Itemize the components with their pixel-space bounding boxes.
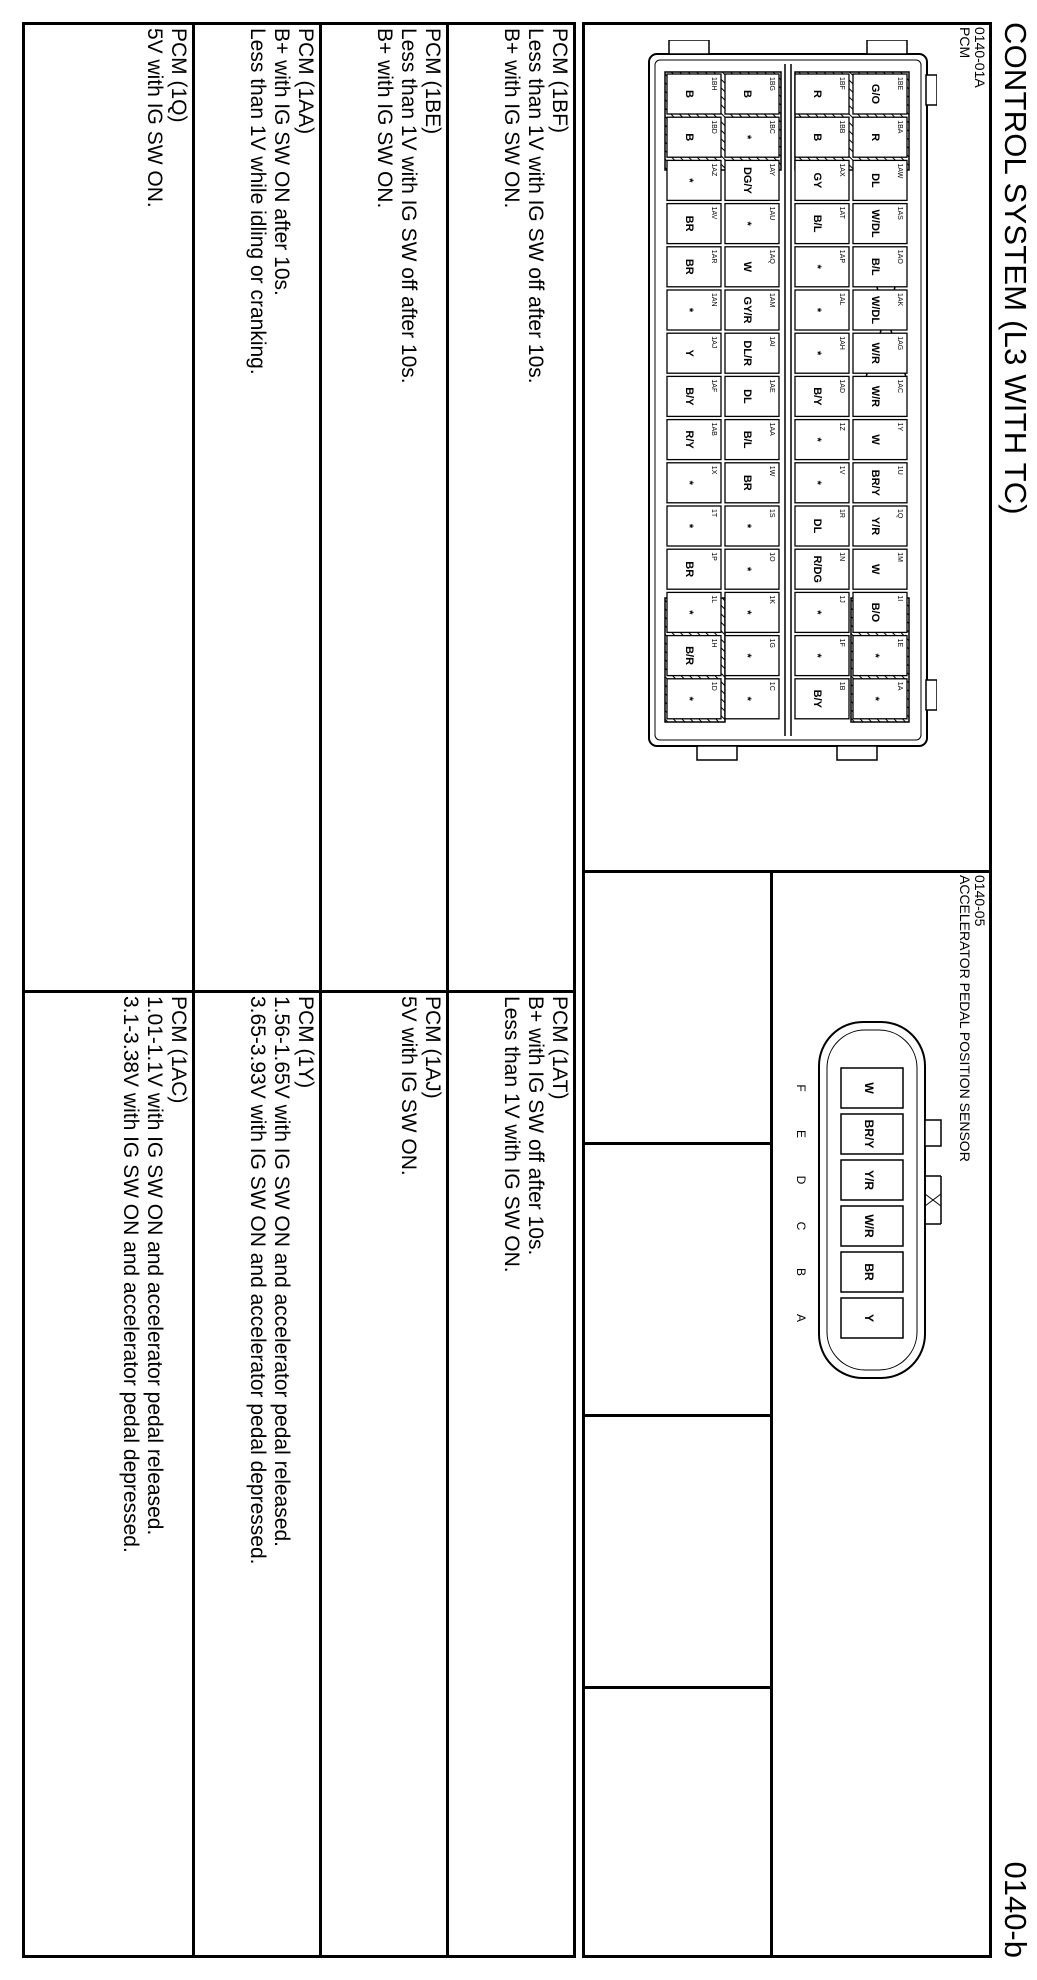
cell-condition: 1.01-1.1V with IG SW ON and accelerator pedal released. <box>143 996 166 1536</box>
pcm-pin-bottom-row <box>667 376 721 416</box>
pcm-pin-row-2 <box>795 290 849 330</box>
pcm-pin-top-row <box>853 333 907 373</box>
pcm-pin-code: 1AZ <box>710 163 717 177</box>
pcm-pin-wire-color: DL/R <box>741 340 753 367</box>
pcm-pin-bottom-row <box>667 333 721 373</box>
pcm-pin-row-2 <box>795 592 849 632</box>
pcm-pin-wire-color: Y <box>683 349 695 357</box>
pcm-pin-wire-color: B <box>683 90 695 98</box>
pcm-pin-code: 1Y <box>896 422 903 432</box>
pcm-pin-top-row <box>853 247 907 287</box>
pcm-pin-row-2 <box>795 679 849 719</box>
pcm-pin-bottom-row <box>667 636 721 676</box>
pcm-pin-code: 1BB <box>838 120 845 134</box>
cell-terminal: PCM (1AJ) <box>421 996 444 1099</box>
pcm-pin-top-row <box>853 290 907 330</box>
pcm-pin-bottom-row <box>667 420 721 460</box>
pcm-pin-code: 1AO <box>896 249 903 264</box>
pcm-pin-row-3 <box>725 592 779 632</box>
app-pin-wire-color: W <box>862 1082 876 1094</box>
pcm-pin-code: 1A <box>896 681 903 691</box>
pcm-pin-wire-color: * <box>811 351 823 356</box>
cell-condition: B+ with IG SW ON after 10s. <box>270 28 293 296</box>
app-pin-wire-color: Y <box>862 1313 876 1323</box>
pcm-pin-bottom-row <box>667 204 721 244</box>
pcm-pin-top-row <box>853 376 907 416</box>
pcm-pin-code: 1AG <box>896 336 903 351</box>
pcm-pin-wire-color: * <box>741 523 753 529</box>
pcm-pin-row-3 <box>725 204 779 244</box>
pcm-pin-wire-color: DG/Y <box>741 166 753 194</box>
pcm-pin-code: 1C <box>768 681 775 691</box>
pcm-pin-code: 1AR <box>710 249 717 264</box>
pcm-pin-row-3 <box>725 160 779 200</box>
pcm-pin-code: 1AP <box>838 249 845 264</box>
pcm-pin-code: 1H <box>710 638 717 648</box>
pcm-connector-name: PCM <box>957 27 973 59</box>
pcm-pin-code: 1S <box>768 509 775 518</box>
pcm-pin-code: 1AS <box>896 206 903 220</box>
pcm-pin-wire-color: * <box>683 610 695 615</box>
app-pin <box>794 1114 903 1154</box>
pcm-pin-wire-color: * <box>741 135 753 140</box>
pcm-pin-bottom-row <box>667 463 721 503</box>
pcm-pin-code: 1E <box>896 638 903 648</box>
pcm-pin-bottom-row <box>667 247 721 287</box>
pcm-pin-wire-color: R/Y <box>683 430 695 449</box>
pcm-pin-code: 1AU <box>768 206 775 221</box>
pcm-pin-code: 1B <box>838 681 845 691</box>
pcm-pin-row-3 <box>725 420 779 460</box>
cell-condition: Less than 1V with IG SW ON. <box>500 996 523 1273</box>
pcm-pin-wire-color: B <box>683 133 695 142</box>
cell-condition: Less than 1V with IG SW off after 10s. <box>524 28 547 384</box>
app-pin-letter: F <box>794 1084 808 1092</box>
pcm-pin-wire-color: BR/Y <box>869 469 881 496</box>
pcm-pin-code: 1F <box>838 638 845 647</box>
pcm-pin-row-2 <box>795 506 849 546</box>
pcm-pin-code: 1AT <box>838 206 845 219</box>
cell-condition: B+ with IG SW ON. <box>373 28 396 209</box>
pcm-pin-top-row <box>853 117 907 157</box>
table-cell <box>118 996 190 1553</box>
pcm-pin-code: 1D <box>710 681 717 691</box>
pcm-pin-code: 1G <box>768 638 775 648</box>
pcm-pin-wire-color: W <box>741 261 753 272</box>
table-cell <box>396 996 444 1176</box>
pcm-pin-row-2 <box>795 420 849 460</box>
pcm-pin-code: 1BF <box>838 77 845 90</box>
cell-condition: B+ with IG SW ON. <box>500 28 523 209</box>
pcm-pin-wire-color: B <box>811 133 823 142</box>
pcm-pin-wire-color: * <box>811 437 823 442</box>
pcm-pin-code: 1AM <box>768 293 775 308</box>
pcm-pin-bottom-row <box>667 160 721 200</box>
pcm-pin-wire-color: B/Y <box>811 689 823 708</box>
pcm-pin-code: 1X <box>710 465 717 475</box>
pcm-pin-code: 1J <box>838 595 845 603</box>
pcm-pin-code: 1N <box>838 552 845 562</box>
pcm-pin-wire-color: * <box>741 696 753 701</box>
pcm-pin-wire-color: DL <box>869 173 881 188</box>
pcm-pin-wire-color: * <box>811 307 823 313</box>
pcm-pin-code: 1BD <box>710 120 717 134</box>
pcm-pin-code: 1K <box>768 595 775 604</box>
pcm-pin-wire-color: B <box>741 90 753 98</box>
pcm-pin-wire-color: W/DL <box>869 209 881 238</box>
pcm-pin-wire-color: * <box>741 610 753 615</box>
pcm-pin-wire-color: GY <box>811 172 823 189</box>
app-connector-code: 0140-05 <box>972 875 988 927</box>
pcm-pin-top-row <box>853 636 907 676</box>
pcm-pin-top-row <box>853 679 907 719</box>
panel-divider-2 <box>582 1142 773 1145</box>
page-title: CONTROL SYSTEM (L3 WITH TC) <box>998 22 1033 515</box>
pcm-pin-wire-color: * <box>683 523 695 529</box>
pcm-pin-wire-color: B/R <box>683 646 695 666</box>
cell-terminal: PCM (1BE) <box>421 28 444 135</box>
pcm-pin-wire-color: W <box>869 434 881 445</box>
pcm-pin-wire-color: * <box>683 480 695 485</box>
pcm-pin-bottom-row <box>667 506 721 546</box>
pcm-pin-bottom-row <box>667 592 721 632</box>
pcm-pin-row-2 <box>795 160 849 200</box>
pcm-tab <box>926 75 937 105</box>
pcm-pin-row-3 <box>725 506 779 546</box>
pcm-pin-wire-color: B/L <box>741 430 753 449</box>
app-pin-letter: C <box>794 1221 808 1231</box>
app-pin-wire-color: BR <box>862 1263 876 1281</box>
pcm-pin-row-2 <box>795 549 849 589</box>
pcm-pin-code: 1P <box>710 552 717 561</box>
pcm-pin-wire-color: R <box>869 133 881 142</box>
pcm-pin-wire-color: * <box>683 178 695 183</box>
cell-terminal: PCM (1AA) <box>294 28 317 135</box>
pcm-connector-diagram <box>607 40 937 770</box>
pcm-pin-code: 1Z <box>838 422 845 431</box>
pcm-pin-bottom-row <box>667 679 721 719</box>
pcm-pin-top-row <box>853 463 907 503</box>
pcm-pin-row-3 <box>725 463 779 503</box>
cell-terminal: PCM (1BF) <box>548 28 571 133</box>
pcm-pin-code: 1L <box>710 595 717 604</box>
pcm-pin-code: 1AI <box>768 336 775 347</box>
pcm-tab <box>926 680 937 710</box>
pcm-pin-code: 1AF <box>710 379 717 393</box>
pcm-pin-wire-color: BR <box>683 215 695 232</box>
pcm-pin-wire-color: B/Y <box>811 387 823 406</box>
pcm-pin-wire-color: G/O <box>869 83 881 105</box>
pcm-pin-row-3 <box>725 376 779 416</box>
pcm-latch <box>837 746 877 760</box>
pcm-pin-wire-color: GY/R <box>741 296 753 324</box>
pcm-pin-wire-color: W/R <box>869 385 881 408</box>
app-pin-wire-color: Y/R <box>862 1169 876 1191</box>
panel-divider-4 <box>582 1686 773 1689</box>
pcm-pin-wire-color: * <box>811 653 823 658</box>
cell-condition: 5V with IG SW ON. <box>397 996 420 1176</box>
app-pin-letter: D <box>794 1175 808 1185</box>
cell-terminal: PCM (1Q) <box>167 28 190 123</box>
pcm-pin-top-row <box>853 420 907 460</box>
cell-condition: Less than 1V with IG SW off after 10s. <box>397 28 420 384</box>
app-pins <box>794 1068 903 1338</box>
pcm-pin-wire-color: * <box>683 307 695 313</box>
pcm-pin-code: 1M <box>896 552 903 562</box>
pcm-pin-code: 1AD <box>838 379 845 394</box>
pcm-pin-wire-color: B/Y <box>683 387 695 406</box>
pcm-pin-code: 1BG <box>768 77 775 92</box>
pcm-latch <box>697 746 737 760</box>
pcm-pin-code: 1T <box>710 509 717 518</box>
app-pin-letter: E <box>794 1129 808 1139</box>
pcm-pin-row-2 <box>795 74 849 114</box>
app-pin <box>794 1206 903 1246</box>
pcm-pin-code: 1AE <box>768 379 775 393</box>
pcm-pin-row-2 <box>795 333 849 373</box>
cell-terminal: PCM (1Y) <box>294 996 317 1089</box>
pcm-pin-code: 1AB <box>710 422 717 436</box>
pcm-pin-row-3 <box>725 679 779 719</box>
table-cell <box>245 996 317 1564</box>
app-connector-name: ACCELERATOR PEDAL POSITION SENSOR <box>957 875 973 1162</box>
pcm-pin-wire-color: * <box>869 653 881 658</box>
pcm-pin-top-row <box>853 160 907 200</box>
table-column-divider <box>22 990 576 993</box>
pcm-pin-bottom-row <box>667 74 721 114</box>
pcm-pin-row-3 <box>725 247 779 287</box>
pcm-pin-code: 1AV <box>710 206 717 220</box>
cell-condition: 5V with IG SW ON. <box>143 28 166 208</box>
table-cell <box>142 28 190 208</box>
cell-terminal: PCM (1AC) <box>167 996 190 1104</box>
table-row-divider <box>446 22 449 1958</box>
cell-condition: 3.1-3.38V with IG SW ON and accelerator pedal depressed. <box>119 996 142 1553</box>
pcm-pin-row-3 <box>725 333 779 373</box>
pcm-pin-row-3 <box>725 74 779 114</box>
pcm-pin-wire-color: W <box>869 564 881 575</box>
table-cell <box>499 28 571 384</box>
pcm-pin-row-3 <box>725 636 779 676</box>
pcm-pin-wire-color: B/L <box>811 214 823 233</box>
pcm-pin-wire-color: DL <box>811 518 823 534</box>
app-pin-letter: A <box>794 1313 808 1323</box>
pcm-pin-code: 1AC <box>896 379 903 394</box>
pcm-pin-code: 1AX <box>838 163 845 177</box>
pcm-pin-code: 1AJ <box>710 336 717 349</box>
pcm-pin-wire-color: W/R <box>869 342 881 364</box>
pcm-pin-code: 1AH <box>838 336 845 350</box>
pcm-pin-row-2 <box>795 204 849 244</box>
pcm-pin-code: 1AK <box>896 293 903 307</box>
pcm-pin-code: 1O <box>768 552 775 562</box>
pcm-pin-wire-color: B/O <box>869 602 881 623</box>
pcm-pin-row-3 <box>725 549 779 589</box>
pcm-pin-row-3 <box>725 117 779 157</box>
pcm-pin-wire-color: * <box>869 696 881 701</box>
pcm-pin-bottom-row <box>667 117 721 157</box>
pcm-pin-wire-color: W/DL <box>869 295 881 325</box>
pcm-pin-wire-color: * <box>683 696 695 701</box>
table-row-divider <box>319 22 322 1958</box>
cell-condition: 1.56-1.65V with IG SW ON and accelerator pedal released. <box>270 996 293 1547</box>
panel-divider-3 <box>582 1414 773 1417</box>
pcm-pin-wire-color: * <box>811 480 823 485</box>
pcm-pin-wire-color: * <box>811 610 823 615</box>
table-cell <box>245 28 317 375</box>
pcm-pin-wire-color: * <box>741 653 753 658</box>
page-number: 0140-b <box>998 1861 1033 1958</box>
pcm-pins <box>667 74 907 719</box>
pcm-pin-code: 1V <box>838 465 845 475</box>
pcm-pin-top-row <box>853 74 907 114</box>
pcm-pin-wire-color: * <box>741 567 753 572</box>
pcm-pin-wire-color: BR <box>683 258 695 275</box>
pcm-pin-code: 1I <box>896 595 903 602</box>
pcm-pin-bottom-row <box>667 549 721 589</box>
pcm-pin-wire-color: B/L <box>869 257 881 276</box>
pcm-pin-row-2 <box>795 636 849 676</box>
pcm-pin-row-2 <box>795 376 849 416</box>
app-pin-wire-color: W/R <box>862 1214 876 1238</box>
pcm-pin-wire-color: DL <box>741 389 753 404</box>
table-cell <box>372 28 444 384</box>
pcm-pin-code: 1AW <box>896 163 903 179</box>
app-connector-diagram <box>785 1000 945 1400</box>
pcm-pin-bottom-row <box>667 290 721 330</box>
app-pin <box>794 1252 903 1292</box>
cell-condition: Less than 1V while idling or cranking. <box>246 28 269 375</box>
pcm-pin-code: 1BE <box>896 77 903 91</box>
pcm-connector-code: 0140-01A <box>972 27 988 88</box>
pcm-latch <box>669 40 709 54</box>
pcm-pin-code: 1AN <box>710 293 717 307</box>
pcm-latch <box>867 40 907 54</box>
pcm-pin-top-row <box>853 506 907 546</box>
pcm-pin-top-row <box>853 204 907 244</box>
pcm-pin-row-2 <box>795 247 849 287</box>
pcm-pin-row-2 <box>795 463 849 503</box>
pcm-pin-code: 1U <box>896 465 903 475</box>
app-pin <box>794 1298 903 1338</box>
pcm-pin-row-3 <box>725 290 779 330</box>
pcm-pin-wire-color: BR <box>683 561 695 578</box>
pcm-pin-code: 1AY <box>768 163 775 177</box>
cell-terminal: PCM (1AT) <box>548 996 571 1100</box>
pcm-pin-code: 1AL <box>838 293 845 306</box>
app-latch <box>925 1120 941 1146</box>
pcm-pin-row-2 <box>795 117 849 157</box>
cell-condition: B+ with IG SW off after 10s. <box>524 996 547 1256</box>
pcm-pin-top-row <box>853 549 907 589</box>
app-pin <box>794 1068 903 1108</box>
pcm-pin-wire-color: R/DG <box>811 555 823 583</box>
pcm-pin-code: 1BA <box>896 120 903 134</box>
table-row-divider <box>192 22 195 1958</box>
pcm-pin-code: 1BH <box>710 77 717 91</box>
pcm-pin-code: 1AA <box>768 422 775 436</box>
pcm-pin-wire-color: R <box>811 90 823 98</box>
pcm-pin-code: 1R <box>838 509 845 518</box>
app-pin-letter: B <box>794 1267 808 1277</box>
table-cell <box>499 996 571 1273</box>
cell-condition: 3.65-3.93V with IG SW ON and accelerator pedal depressed. <box>246 996 269 1565</box>
panel-divider-1 <box>582 870 992 873</box>
pcm-pin-wire-color: BR <box>741 474 753 491</box>
pcm-pin-wire-color: * <box>811 264 823 269</box>
pcm-pin-code: 1Q <box>896 509 903 519</box>
pcm-pin-top-row <box>853 592 907 632</box>
app-pin-wire-color: BR/Y <box>862 1119 876 1149</box>
pcm-pin-wire-color: * <box>741 221 753 226</box>
pcm-pin-wire-color: Y/R <box>869 516 881 536</box>
app-pin <box>794 1160 903 1200</box>
pcm-pin-code: 1BC <box>768 120 775 134</box>
pcm-pin-code: 1AQ <box>768 249 775 264</box>
pcm-pin-code: 1W <box>768 465 775 477</box>
